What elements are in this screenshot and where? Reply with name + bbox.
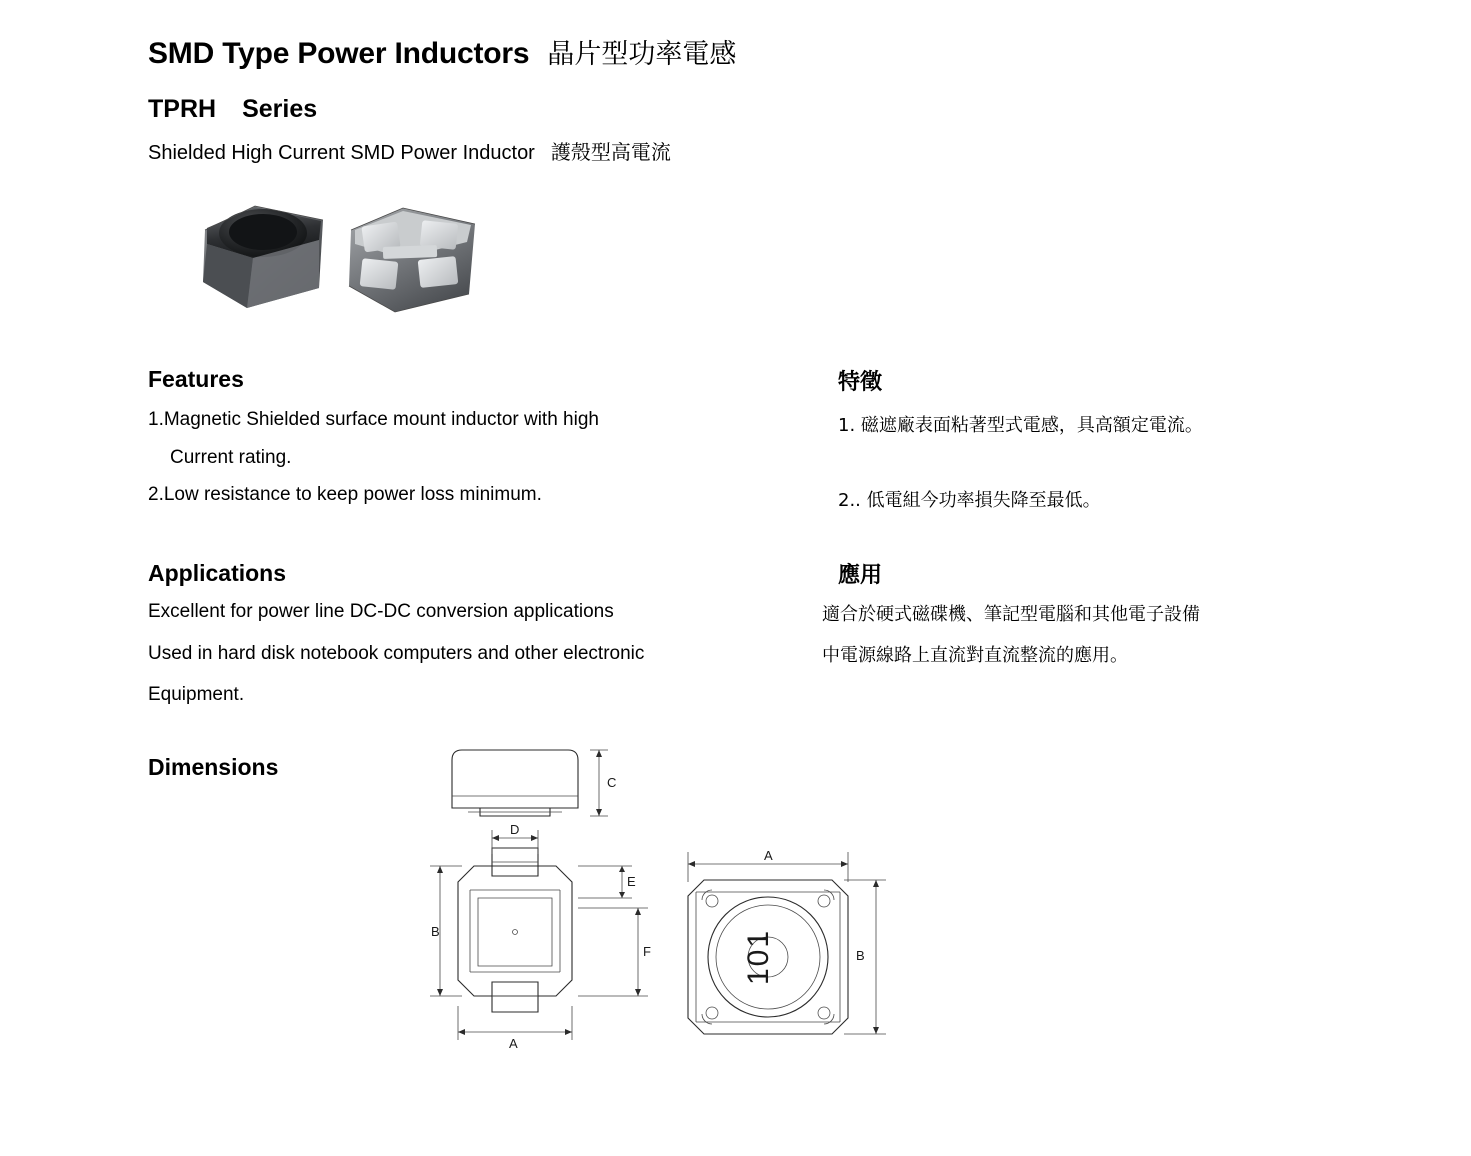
title-english: SMD Type Power Inductors	[148, 37, 530, 70]
series-name: TPRH	[148, 95, 217, 123]
dim-label-b: B	[431, 924, 440, 939]
dimensions-heading: Dimensions	[148, 754, 279, 780]
subtitle-chinese: 護殼型高電流	[550, 140, 671, 164]
product-photos	[193, 196, 523, 326]
application-line-2-chinese: 中電源線路上直流對直流整流的應用。	[822, 645, 1128, 666]
inductor-photos-svg	[193, 196, 523, 326]
features-heading: Features	[148, 366, 244, 392]
series-heading	[148, 95, 317, 124]
feature-item-1-chinese: 1. 磁遮廠表面粘著型式電感，具高額定電流。	[838, 415, 1203, 436]
dim-label-e: E	[627, 874, 636, 889]
feature-item-2: 2.Low resistance to keep power loss minimum.	[148, 484, 542, 505]
dim-label-b2: B	[856, 948, 865, 963]
feature-item-1-line-1: 1.Magnetic Shielded surface mount inductor with high	[148, 409, 599, 430]
dim-label-d: D	[510, 822, 520, 837]
part-marking-label: 101	[742, 928, 775, 986]
inductor-bottom-view-photo	[349, 208, 475, 312]
inductor-top-view-photo	[203, 206, 323, 308]
feature-item-1-line-2: Current rating.	[170, 447, 292, 468]
dimensions-drawing-svg	[400, 730, 920, 1090]
subtitle-english: Shielded High Current SMD Power Inductor	[148, 142, 535, 164]
dimensions-drawing	[400, 730, 920, 1090]
side-view	[452, 750, 616, 816]
title-chinese: 晶片型功率電感	[547, 39, 737, 70]
bottom-view	[430, 822, 651, 1051]
subtitle	[148, 136, 671, 165]
dim-label-f: F	[643, 944, 651, 959]
application-line-2: Used in hard disk notebook computers and other electronic	[148, 643, 645, 664]
dim-label-c: C	[607, 775, 617, 790]
page-title	[148, 32, 736, 71]
top-view	[688, 848, 886, 1034]
applications-heading-chinese: 應用	[838, 563, 883, 588]
application-line-1-chinese: 適合於硬式磁碟機、筆記型電腦和其他電子設備	[822, 604, 1200, 625]
features-heading-chinese: 特徵	[838, 370, 883, 395]
dim-label-a2: A	[764, 848, 773, 863]
feature-item-2-chinese: 2.. 低電組今功率損失降至最低。	[838, 490, 1101, 511]
application-line-3: Equipment.	[148, 684, 245, 705]
dim-label-a: A	[509, 1036, 518, 1051]
applications-heading: Applications	[148, 560, 287, 586]
application-line-1: Excellent for power line DC-DC conversion applications	[148, 601, 614, 622]
series-word: Series	[242, 95, 318, 123]
